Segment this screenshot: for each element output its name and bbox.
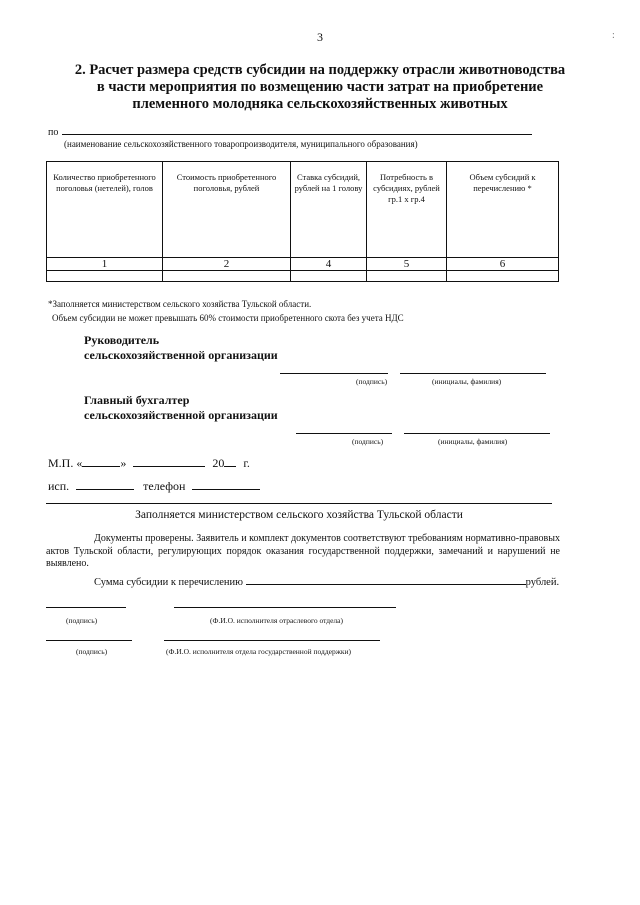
executor-label: исп. [48,479,70,493]
accountant-signature-line[interactable] [296,433,392,434]
head-signature-line[interactable] [280,373,388,374]
header-cell-rate: Ставка субсидий, рублей на 1 голову [291,162,367,258]
amount-unit: рублей. [525,577,560,588]
input-cell[interactable] [163,271,291,282]
executor2-signature-line[interactable] [46,640,132,641]
header-cell-quantity: Количество приобретенного поголовья (нетелей), голов [47,162,163,258]
accountant-signatory-title [84,393,278,423]
stamp-label: М.П. « [48,456,83,470]
header-cell-need: Потребность в субсидиях, рублей гр.1 х гр.4 [367,162,447,258]
year-suffix: г. [243,456,250,470]
footnote: *Заполняется министерством сельского хозяйства Тульской области. [48,299,312,309]
day-field[interactable] [82,455,120,467]
head-name-line[interactable] [400,373,546,374]
accountant-name-caption: (инициалы, фамилия) [438,437,508,446]
year-prefix: 20 [212,456,225,470]
amount-label: Сумма субсидии к перечислению [94,577,244,588]
by-prefix: по [48,127,59,138]
head-title-line-1: Руководитель [84,333,160,347]
limit-note: Объем субсидии не может превышать 60% стоимости приобретенного скота без учета НДС [52,313,404,323]
accountant-title-line-2: сельскохозяйственной организации [84,408,278,422]
month-field[interactable] [133,455,205,467]
column-number: 5 [367,258,447,271]
head-title-line-2: сельскохозяйственной организации [84,348,278,362]
stamp-date-row [48,455,250,471]
subsidy-calculation-table [46,161,559,282]
quote-close: » [120,456,127,470]
input-cell[interactable] [47,271,163,282]
verification-text: Документы проверены. Заявитель и комплект документов соответствуют требованиям нормативно-правовых актов Тульской области, регулирующих порядок оказания государственной поддержки, замечаний и нарушений не выявлено. [46,533,560,569]
phone-field[interactable] [192,478,260,490]
amount-field[interactable] [246,573,526,585]
accountant-signature-caption: (подпись) [352,437,384,446]
producer-name-caption: (наименование сельскохозяйственного товаропроизводителя, муниципального образования) [64,139,418,149]
header-cell-amount: Объем субсидий к перечислению * [447,162,559,258]
executor-field[interactable] [76,478,134,490]
table-header-row [47,162,559,258]
column-number: 6 [447,258,559,271]
executor2-name-line[interactable] [164,640,380,641]
column-number-row [47,258,559,271]
year-field[interactable] [224,455,236,467]
title-line-1: 2. Расчет размера средств субсидии на поддержку отрасли животноводства [74,62,566,78]
input-cell[interactable] [291,271,367,282]
column-number: 1 [47,258,163,271]
column-number: 2 [163,258,291,271]
head-name-caption: (инициалы, фамилия) [432,377,502,386]
accountant-name-line[interactable] [404,433,550,434]
header-cell-cost: Стоимость приобретенного поголовья, рублей [163,162,291,258]
amount-row [94,573,559,588]
title-line-2: в части мероприятия по возмещению части затрат на приобретение [96,79,544,95]
document-title [30,62,610,113]
ministry-section-heading: Заполняется министерством сельского хозяйства Тульской области [135,509,463,521]
executor1-signature-line[interactable] [46,607,126,608]
column-number: 4 [291,258,367,271]
accountant-title-line-1: Главный бухгалтер [84,393,190,407]
section-divider [46,503,552,504]
data-entry-row [47,271,559,282]
producer-name-field[interactable] [62,134,532,135]
executor1-signature-caption: (подпись) [66,616,98,625]
corner-mark: : [612,30,615,41]
head-signatory-title [84,333,278,363]
executor2-name-caption: (Ф.И.О. исполнителя отдела государственной поддержки) [166,647,352,656]
input-cell[interactable] [447,271,559,282]
input-cell[interactable] [367,271,447,282]
page-number: 3 [317,30,323,44]
verification-paragraph [46,533,560,571]
executor1-name-line[interactable] [174,607,396,608]
executor1-name-caption: (Ф.И.О. исполнителя отраслевого отдела) [210,616,344,625]
head-signature-caption: (подпись) [356,377,388,386]
phone-label: телефон [143,479,186,493]
executor2-signature-caption: (подпись) [76,647,108,656]
title-line-3: племенного молодняка сельскохозяйственных животных [132,96,508,112]
contact-row [48,478,260,494]
